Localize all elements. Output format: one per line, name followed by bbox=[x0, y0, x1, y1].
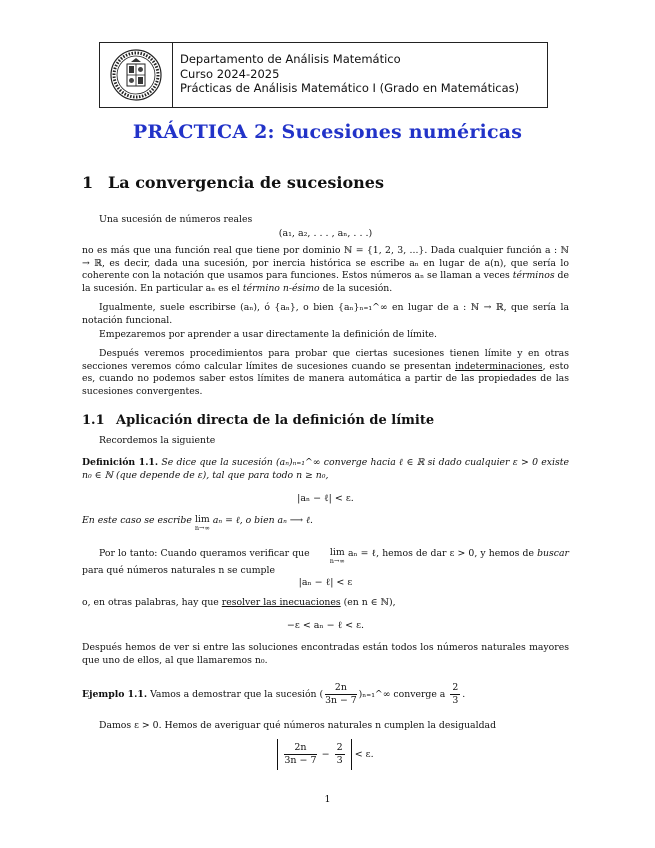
subsection-heading bbox=[82, 413, 434, 428]
emph-buscar: buscar bbox=[537, 548, 569, 559]
inequality-formula-2: −ε < aₙ − ℓ < ε. bbox=[286, 620, 365, 631]
department-name: Departamento de Análisis Matemático bbox=[180, 52, 401, 66]
section-number: 1 bbox=[82, 173, 94, 192]
section-heading bbox=[82, 173, 384, 192]
paragraph: o, en otras palabras, hay que resolver las inecuaciones (en n ∈ ℕ), bbox=[82, 597, 396, 608]
fraction: $\frac{2}{3}$ bbox=[336, 742, 343, 766]
link-resolver: resolver las inecuaciones bbox=[221, 597, 341, 608]
paragraph: Por lo tanto: Cuando queramos verificar que lim n→∞ aₙ = ℓ, hemos de dar ε > 0, y hemos de buscar para qué números naturales n se cumple bbox=[82, 547, 569, 576]
subsection-title: Aplicación directa de la definición de límite bbox=[116, 413, 435, 428]
inequality-formula: |aₙ − ℓ| < ε bbox=[298, 577, 353, 588]
definition-text: Se dice que la sucesión (aₙ)ₙ₌₁^∞ converge hacia ℓ ∈ ℝ si dado cualquier ε > 0 existe n₀ ∈ ℕ (que depende de ε), tal que para todo n ≥ n₀, bbox=[82, 457, 569, 481]
course-name: Prácticas de Análisis Matemático I (Grado en Matemáticas) bbox=[180, 81, 520, 95]
emph-termino-n: término n-ésimo bbox=[242, 282, 320, 294]
subsection-number: 1.1 bbox=[82, 413, 105, 428]
paragraph: Después hemos de ver si entre las soluciones encontradas están todos los números naturales mayores que uno de ellos, al que llamaremos n₀. bbox=[82, 642, 569, 666]
document-header bbox=[99, 42, 548, 108]
link-indeterminaciones: indeterminaciones bbox=[455, 360, 543, 372]
fraction: $\frac{2}{3}$ bbox=[452, 682, 459, 706]
example-label: Ejemplo 1.1. bbox=[82, 689, 148, 700]
course-year: Curso 2024-2025 bbox=[180, 66, 280, 81]
section-title: La convergencia de sucesiones bbox=[108, 173, 384, 192]
paragraph: Después veremos procedimientos para probar que ciertas sucesiones tienen límite y en otras secciones veremos cómo calcular límites de sucesiones cuando se presentan indeterminaciones, esto es, cuando no podemos saber estos límites de manera automática a partir de las propiedades de las sucesiones convergentes. bbox=[82, 348, 569, 397]
paragraph: Empezaremos por aprender a usar directamente la definición de límite. bbox=[99, 329, 438, 340]
emph-terminos: términos bbox=[512, 270, 555, 281]
page-number: 1 bbox=[324, 794, 331, 805]
paragraph: Igualmente, suele escribirse (aₙ), ó {aₙ}, o bien {aₙ}ₙ₌₁^∞ en lugar de a : ℕ → ℝ, que sería la notación funcional. bbox=[82, 302, 569, 326]
seal-icon bbox=[109, 48, 163, 102]
absolute-value: $\frac{2n}{3n - 7}$ − $\frac{2}{3}$ bbox=[277, 739, 351, 770]
example: Ejemplo 1.1. Vamos a demostrar que la sucesión ( $\frac{2n}{3n - 7}$ )ₙ₌₁^∞ converge a $\frac{2}{3}$ . bbox=[82, 682, 466, 706]
final-inequality: $\frac{2n}{3n - 7}$ − $\frac{2}{3}$ < ε. bbox=[82, 739, 569, 770]
limit-operator: lim n→∞ bbox=[329, 547, 345, 565]
definition-formula: |aₙ − ℓ| < ε. bbox=[297, 493, 354, 504]
university-seal bbox=[100, 43, 173, 107]
fraction: $\frac{2n}{3n - 7}$ bbox=[284, 742, 317, 766]
paragraph: Una sucesión de números reales bbox=[99, 214, 253, 225]
page-title: PRÁCTICA 2: Sucesiones numéricas bbox=[132, 121, 523, 143]
definition-notation: En este caso se escribe lim n→∞ aₙ = ℓ, o bien aₙ ⟶ ℓ. bbox=[82, 514, 313, 532]
definition bbox=[82, 457, 569, 482]
definition-label: Definición 1.1. bbox=[82, 457, 159, 468]
sequence-formula: (a₁, a₂, . . . , aₙ, . . .) bbox=[278, 228, 373, 239]
paragraph: no es más que una función real que tiene por dominio ℕ = {1, 2, 3, ...}. Dada cualquier función a : ℕ → ℝ, es decir, dada una sucesión, por inercia histórica se escribe aₙ en lugar de a(n), que sería lo coherente con la notación que usamos para funciones. Estos números aₙ se llaman a veces términos de la sucesión. En particular aₙ es el término n-ésimo de la sucesión. bbox=[82, 245, 570, 294]
limit-operator: lim n→∞ bbox=[194, 514, 210, 532]
header-text bbox=[180, 52, 519, 96]
paragraph: Damos ε > 0. Hemos de averiguar qué números naturales n cumplen la desigualdad bbox=[99, 720, 497, 731]
fraction: $\frac{2n}{3n - 7}$ bbox=[325, 682, 357, 706]
paragraph: Recordemos la siguiente bbox=[99, 435, 216, 446]
